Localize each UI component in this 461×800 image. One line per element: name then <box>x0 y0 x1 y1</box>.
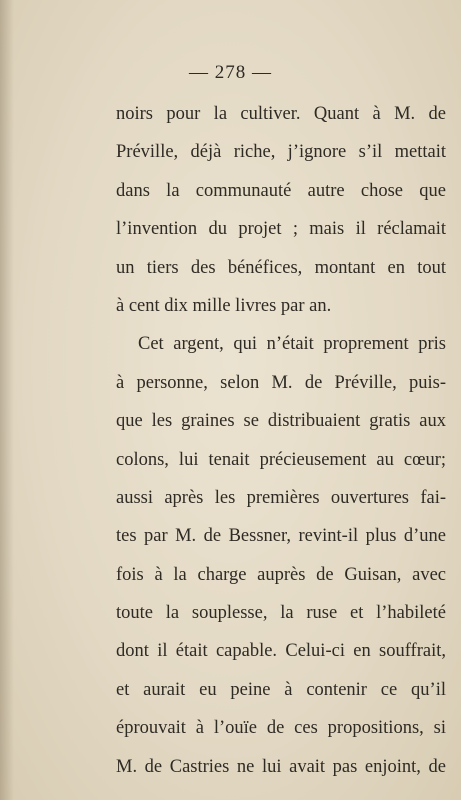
text-line: dans la communauté autre chose que <box>116 180 446 201</box>
body-text <box>116 95 446 786</box>
text-line: que les graines se distribuaient gratis aux <box>116 411 446 432</box>
page-edge-shadow <box>0 0 14 800</box>
text-line: à personne, selon M. de Préville, puis- <box>116 372 446 393</box>
text-line: Préville, déjà riche, j’ignore s’il mettait <box>116 142 446 163</box>
paragraph-first-line: Cet argent, qui n’était proprement pris <box>138 334 446 355</box>
text-line: toute la souplesse, la ruse et l’habileté <box>116 603 446 624</box>
text-line: l’invention du projet ; mais il réclamait <box>116 219 446 240</box>
text-line: éprouvait à l’ouïe de ces propositions, si <box>116 718 446 739</box>
text-line: dont il était capable. Celui-ci en souffrait, <box>116 641 446 662</box>
text-line: fois à la charge auprès de Guisan, avec <box>116 564 446 585</box>
page-number: — 278 — <box>189 62 272 83</box>
text-line: aussi après les premières ouvertures fai- <box>116 487 446 508</box>
text-line: un tiers des bénéfices, montant en tout <box>116 257 446 278</box>
text-line: noirs pour la cultiver. Quant à M. de <box>116 104 446 124</box>
text-line: à cent dix mille livres par an. <box>116 295 332 316</box>
text-line: M. de Castries ne lui avait pas enjoint, de <box>116 756 446 777</box>
text-line: tes par M. de Bessner, revint-il plus d’une <box>116 526 446 547</box>
text-line: colons, lui tenait précieusement au cœur; <box>116 449 446 470</box>
text-line: et aurait eu peine à contenir ce qu’il <box>116 679 446 700</box>
